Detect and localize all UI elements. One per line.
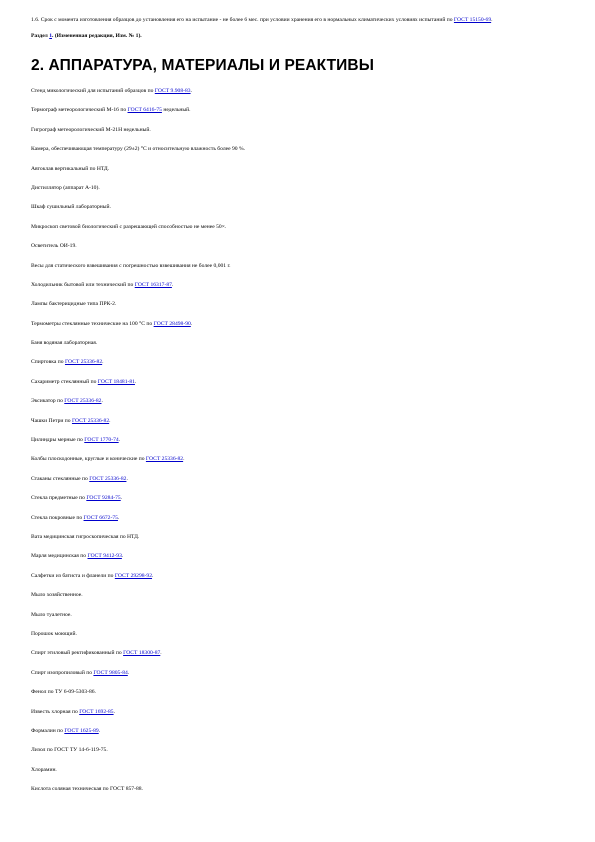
standard-link[interactable]: ГОСТ 25336-82 — [64, 359, 103, 366]
list-item-text: Мыло туалетное. — [31, 611, 72, 618]
list-item — [31, 727, 571, 746]
list-item — [31, 514, 571, 533]
list-item-text: Хлорамин. — [31, 766, 57, 773]
list-item-tail: . — [101, 398, 103, 405]
list-item — [31, 475, 571, 494]
list-item — [31, 358, 571, 377]
list-item-text: Цилиндры мерные по — [31, 437, 85, 444]
standard-link[interactable]: ГОСТ 1692-85 — [79, 708, 114, 715]
list-item-text: Чашки Петри по — [31, 417, 72, 424]
standard-link[interactable]: ГОСТ 1625-89 — [64, 727, 99, 734]
list-item-tail: недельный. — [161, 107, 191, 114]
standard-link[interactable]: ГОСТ 16317-87 — [134, 281, 172, 288]
intro-text: 1.6. Срок с момента изготовления образцов до установления его на испытание - не более 6 мес. при условии хранения его в нормальных климатических условиях испытаний по — [31, 17, 454, 23]
list-item-tail: . — [152, 572, 154, 579]
equipment-list — [31, 87, 571, 804]
list-item-tail: . — [121, 553, 124, 560]
list-item-text: Шкаф сушильный лабораторный. — [31, 204, 111, 211]
list-item — [31, 649, 571, 668]
list-item — [31, 552, 571, 571]
list-item-tail: . — [183, 456, 185, 463]
document-page — [31, 16, 571, 804]
list-item-text: Осветитель ОИ-19. — [31, 243, 77, 250]
list-item — [31, 785, 571, 804]
list-item-tail: . — [190, 320, 193, 327]
list-item — [31, 378, 571, 397]
standard-link[interactable]: ГОСТ 9412-93 — [87, 553, 122, 560]
list-item-text: Салфетки из батиста и фланели по — [31, 572, 115, 579]
list-item-text: Термограф метеорологический М-16 по — [31, 107, 128, 114]
list-item-tail: . — [160, 650, 162, 657]
list-item — [31, 87, 571, 106]
list-item-text: Холодильник бытовой или технический по — [31, 281, 135, 288]
list-item-tail: . — [118, 437, 121, 444]
standard-link[interactable]: ГОСТ 6416-75 — [127, 107, 162, 114]
standard-link[interactable]: ГОСТ 25336-82 — [145, 456, 184, 463]
list-item — [31, 106, 571, 125]
section-ref-suffix: . (Измененная редакция, Изм. № 1). — [52, 33, 142, 39]
standard-link[interactable]: ГОСТ 18481-81 — [97, 378, 135, 385]
list-item — [31, 397, 571, 416]
list-item-tail: . — [120, 495, 123, 502]
list-item-text: Стекла предметные по — [31, 495, 87, 502]
standard-link[interactable]: ГОСТ 25336-82 — [71, 417, 110, 424]
list-item-text: Микроскоп световой биологический с разрешающей способностью не менее 50×. — [31, 223, 227, 230]
list-item-text: Формалин по — [31, 727, 65, 734]
list-item-tail: . — [98, 727, 101, 734]
list-item-tail: . — [127, 669, 130, 676]
list-item — [31, 708, 571, 727]
list-item — [31, 591, 571, 610]
list-item-tail: . — [102, 359, 104, 366]
list-item — [31, 242, 571, 261]
list-item-text: Марля медицинская по — [31, 553, 88, 560]
standard-link[interactable]: ГОСТ 29298-92 — [114, 572, 153, 579]
standard-link[interactable]: ГОСТ 9.908-83 — [154, 88, 191, 94]
list-item — [31, 223, 571, 242]
list-item-text: Термометры стеклянные технические на 100 °С по — [31, 320, 154, 327]
standard-link[interactable]: ГОСТ 25336-82 — [64, 398, 102, 405]
list-item — [31, 300, 571, 319]
list-item-tail: . — [171, 281, 174, 288]
list-item-text: Баня водяная лабораторная. — [31, 340, 98, 347]
list-item-text: Мыло хозяйственное. — [31, 592, 83, 599]
list-item-text: Лампы бактерицидные типа ПРК-2. — [31, 301, 117, 308]
list-item-tail: . — [126, 475, 128, 482]
section-heading: 2. АППАРАТУРА, МАТЕРИАЛЫ И РЕАКТИВЫ — [31, 57, 374, 74]
list-item — [31, 533, 571, 552]
list-item-text: Камера, обеспечивающая температуру (29±2) °С и относительную влажность более 90 %. — [31, 146, 246, 153]
list-item — [31, 320, 571, 339]
list-item — [31, 611, 571, 630]
list-item-text: Спиртовка по — [31, 359, 65, 366]
list-item-tail: . — [113, 708, 115, 715]
section-1-link[interactable]: 1 — [49, 33, 53, 39]
list-item — [31, 262, 571, 281]
list-item — [31, 203, 571, 222]
list-item-tail: . — [117, 514, 120, 521]
list-item-tail: . — [134, 378, 137, 385]
list-item-text: Известь хлорная по — [31, 708, 80, 715]
list-item — [31, 165, 571, 184]
list-item-text: Колбы плоскодонные, круглые и конические по — [31, 456, 146, 463]
list-item — [31, 436, 571, 455]
list-item — [31, 145, 571, 164]
standard-link[interactable]: ГОСТ 25336-82 — [89, 475, 127, 482]
intro-tail: . — [491, 17, 493, 23]
standard-link[interactable]: ГОСТ 28498-90 — [153, 320, 191, 327]
list-item-text: Вата медицинская гигроскопическая по НТД. — [31, 533, 140, 540]
list-item-text: Весы для статического взвешивания с погрешностью взвешивания не более 0,001 г. — [31, 262, 231, 269]
list-item-text: Дистиллятор (аппарат А-10). — [31, 184, 100, 191]
list-item-text: Спирт этиловый ректификованный по — [31, 650, 124, 657]
list-item — [31, 281, 571, 300]
list-item-text: Сахариметр стеклянный по — [31, 378, 98, 385]
list-item-tail: . — [109, 417, 111, 424]
list-item-text: Гигрограф метеорологический М-21Н недельный. — [31, 126, 151, 133]
list-item-text: Лизол по ГОСТ ТУ 14-6-119-75. — [31, 747, 108, 754]
list-item — [31, 455, 571, 474]
standard-link[interactable]: ГОСТ 1770-74 — [84, 437, 119, 444]
standard-link[interactable]: ГОСТ 6672-75 — [83, 514, 118, 521]
list-item — [31, 494, 571, 513]
list-item — [31, 630, 571, 649]
section-ref-prefix: Раздел — [31, 33, 50, 39]
list-item — [31, 126, 571, 145]
list-item — [31, 572, 571, 591]
list-item-tail: . — [190, 88, 192, 94]
list-item-text: Стекла покровные по — [31, 514, 84, 521]
list-item-text: Стаканы стеклянные по — [31, 475, 90, 482]
list-item — [31, 688, 571, 707]
standard-link[interactable]: ГОСТ 18300-87 — [123, 650, 161, 657]
list-item-text: Эксикатор по — [31, 398, 65, 405]
section-change-note — [31, 33, 571, 39]
standard-link[interactable]: ГОСТ 9284-75 — [86, 495, 121, 502]
list-item-text: Спирт изопропиловый по — [31, 669, 94, 676]
intro-paragraph — [31, 16, 571, 25]
list-item — [31, 184, 571, 203]
list-item-text: Автоклав вертикальный по НТД. — [31, 165, 110, 172]
list-item — [31, 669, 571, 688]
list-item-text: Кислота соляная техническая по ГОСТ 857-88. — [31, 786, 143, 793]
list-item — [31, 746, 571, 765]
standard-link[interactable]: ГОСТ 9805-84 — [93, 669, 128, 676]
list-item — [31, 339, 571, 358]
intro-standard-link[interactable]: ГОСТ 15150-69 — [453, 17, 492, 23]
list-item-text: Фенол по ТУ 6-09-5303-86. — [31, 689, 96, 696]
list-item-text: Порошок моющий. — [31, 630, 77, 637]
list-item-text: Стенд микологический для испытаний образцов по — [31, 88, 155, 94]
list-item — [31, 417, 571, 436]
list-item — [31, 766, 571, 785]
